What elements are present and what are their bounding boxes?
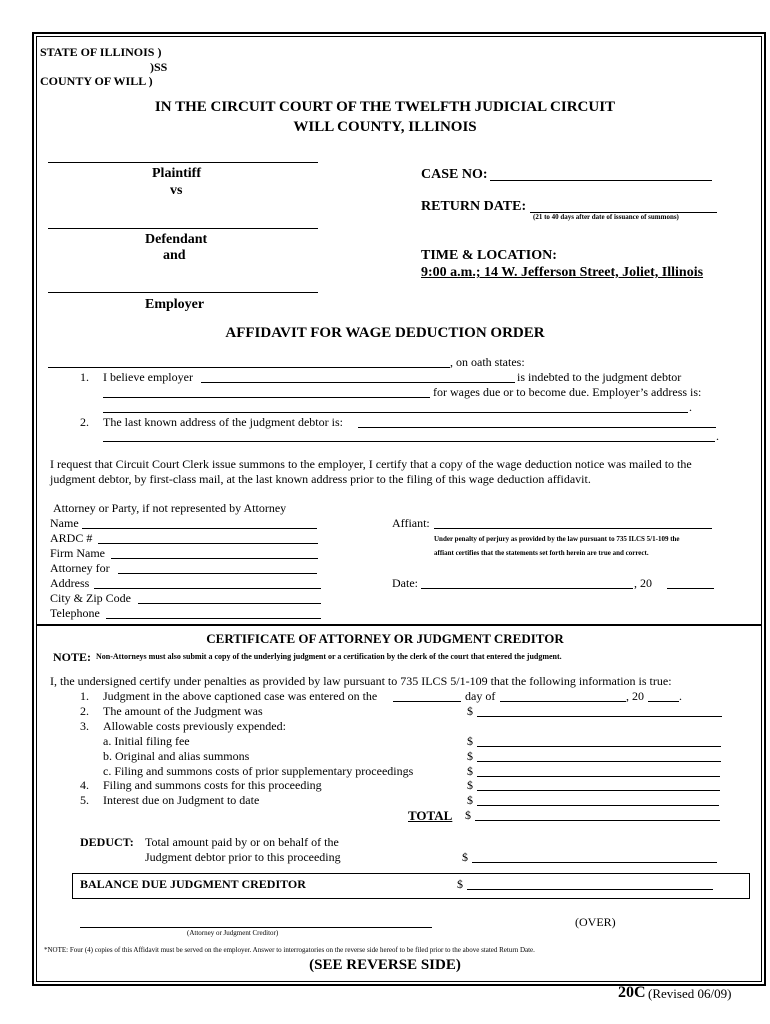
item2-text: The last known address of the judgment debtor is: — [103, 415, 343, 429]
ss-label: )SS — [150, 60, 168, 74]
date-field[interactable] — [421, 588, 633, 589]
judgment-amount-field[interactable] — [477, 716, 722, 717]
cert-item1-year: , 20 — [626, 689, 644, 703]
deduct-amount-field[interactable] — [472, 862, 717, 863]
perjury-line-1: Under penalty of perjury as provided by the law pursuant to 735 ILCS 5/1-109 the — [434, 535, 680, 543]
signer-caption: (Attorney or Judgment Creditor) — [187, 929, 279, 937]
affiant-label: Affiant: — [392, 516, 430, 530]
dollar-sign: $ — [467, 704, 473, 718]
footer-note: *NOTE: Four (4) copies of this Affidavit must be served on the employer. Answer to interrogatories on the reverse side hereof to be filed prior to the above stated Return Date. — [44, 946, 535, 954]
cert-item3a-text: a. Initial filing fee — [103, 734, 190, 748]
employer-address-field[interactable] — [103, 412, 688, 413]
dollar-sign: $ — [462, 850, 468, 864]
affiant-signature-field[interactable] — [434, 528, 712, 529]
year-field[interactable] — [667, 588, 714, 589]
note-text: Non-Attorneys must also submit a copy of the underlying judgment or a certification by the clerk of the court that entered the judgment. — [96, 652, 562, 661]
interest-field[interactable] — [477, 805, 719, 806]
plaintiff-line[interactable] — [48, 162, 318, 163]
attorney-heading: Attorney or Party, if not represented by Attorney — [53, 501, 287, 515]
cert-item1-number: 1. — [80, 689, 89, 703]
item2-period: . — [716, 429, 719, 443]
court-address: 9:00 a.m.; 14 W. Jefferson Street, Joliet, Illinois — [421, 265, 704, 280]
prior-costs-field[interactable] — [477, 776, 720, 777]
ardc-label: ARDC # — [50, 531, 93, 545]
court-title: IN THE CIRCUIT COURT OF THE TWELFTH JUDICIAL CIRCUIT — [154, 99, 616, 115]
cert-item5-text: Interest due on Judgment to date — [103, 793, 260, 807]
signature-field[interactable] — [80, 927, 432, 928]
dollar-sign: $ — [467, 734, 473, 748]
item1-wages: for wages due or to become due. Employer’s address is: — [433, 385, 702, 399]
certificate-intro: I, the undersigned certify under penalties as provided by law pursuant to 735 ILCS 5/1-109 that the following information is true: — [50, 674, 672, 688]
dollar-sign: $ — [467, 764, 473, 778]
cert-item5-number: 5. — [80, 793, 89, 807]
total-label: TOTAL — [408, 808, 453, 823]
dollar-sign: $ — [467, 778, 473, 792]
cert-item3-number: 3. — [80, 719, 89, 733]
court-county: WILL COUNTY, ILLINOIS — [293, 119, 477, 135]
year-label: , 20 — [634, 576, 652, 590]
dollar-sign: $ — [465, 808, 471, 822]
return-date-note: (21 to 40 days after date of issuance of summons) — [533, 213, 679, 221]
item2-number: 2. — [80, 415, 89, 429]
certificate-title: CERTIFICATE OF ATTORNEY OR JUDGMENT CREDITOR — [206, 631, 564, 646]
item1-indebted: is indebted to the judgment debtor — [517, 370, 682, 384]
cert-item3-text: Allowable costs previously expended: — [103, 719, 286, 733]
case-no-label: CASE NO: — [421, 167, 488, 182]
attorney-name-label: Name — [50, 516, 79, 530]
date-label: Date: — [392, 576, 418, 590]
dollar-sign: $ — [467, 749, 473, 763]
attorney-name-field[interactable] — [82, 528, 317, 529]
employer-label: Employer — [145, 297, 205, 312]
city-zip-label: City & Zip Code — [50, 591, 131, 605]
cert-item4-number: 4. — [80, 778, 89, 792]
cert-item2-number: 2. — [80, 704, 89, 718]
initial-filing-fee-field[interactable] — [477, 746, 721, 747]
see-reverse: (SEE REVERSE SIDE) — [309, 957, 461, 973]
state-label: STATE OF ILLINOIS ) — [40, 45, 162, 59]
employer-line[interactable] — [48, 292, 318, 293]
note-label: NOTE: — [53, 650, 92, 664]
time-location-label: TIME & LOCATION: — [421, 248, 557, 263]
cert-item1-text: Judgment in the above captioned case was entered on the — [103, 689, 378, 703]
debtor-address-field-2[interactable] — [103, 441, 715, 442]
cert-item3c-text: c. Filing and summons costs of prior supplementary proceedings — [103, 764, 414, 778]
and-label: and — [163, 248, 186, 263]
total-field[interactable] — [475, 820, 720, 821]
balance-field[interactable] — [467, 889, 713, 890]
cert-item4-text: Filing and summons costs for this proceeding — [103, 778, 322, 792]
form-id: 20C — [618, 984, 646, 1001]
deduct-line-1: Total amount paid by or on behalf of the — [145, 835, 339, 849]
deduct-line-2: Judgment debtor prior to this proceeding — [145, 850, 341, 864]
section-divider — [36, 624, 762, 626]
oath-text: , on oath states: — [450, 355, 525, 369]
employer-field-2[interactable] — [103, 397, 430, 398]
cert-item1-period: . — [679, 689, 682, 703]
defendant-label: Defendant — [145, 232, 208, 247]
cert-item2-text: The amount of the Judgment was — [103, 704, 263, 718]
item1-number: 1. — [80, 370, 89, 384]
filing-costs-field[interactable] — [477, 790, 720, 791]
return-date-label: RETURN DATE: — [421, 199, 527, 214]
ardc-field[interactable] — [98, 543, 318, 544]
request-line-1: I request that Circuit Court Clerk issue summons to the employer, I certify that a copy of the wage deduction notice was mailed to the — [50, 457, 692, 471]
judgment-date-field[interactable] — [393, 701, 461, 702]
address-label: Address — [50, 576, 90, 590]
firm-name-field[interactable] — [111, 558, 318, 559]
defendant-line[interactable] — [48, 228, 318, 229]
debtor-address-field[interactable] — [358, 427, 716, 428]
address-field[interactable] — [94, 588, 321, 589]
balance-label: BALANCE DUE JUDGMENT CREDITOR — [80, 877, 306, 891]
item1-text: I believe employer — [103, 370, 193, 384]
employer-name-field[interactable] — [201, 382, 515, 383]
county-label: COUNTY OF WILL ) — [40, 74, 153, 88]
vs-label: vs — [170, 183, 183, 198]
city-zip-field[interactable] — [138, 603, 321, 604]
deduct-label: DEDUCT: — [80, 835, 134, 849]
affiant-name-field[interactable] — [48, 367, 450, 368]
alias-summons-field[interactable] — [477, 761, 721, 762]
plaintiff-label: Plaintiff — [152, 166, 201, 181]
over-label: (OVER) — [575, 915, 616, 929]
telephone-label: Telephone — [50, 606, 100, 620]
case-no-field[interactable] — [490, 180, 712, 181]
attorney-for-field[interactable] — [118, 573, 317, 574]
request-line-2: judgment debtor, by first-class mail, at the last known address prior to the filing of this wage deduction affidavit. — [50, 472, 591, 486]
judgment-month-field[interactable] — [500, 701, 626, 702]
firm-name-label: Firm Name — [50, 546, 105, 560]
judgment-year-field[interactable] — [648, 701, 679, 702]
item1-period: . — [689, 400, 692, 414]
dollar-sign: $ — [457, 877, 463, 891]
affidavit-title: AFFIDAVIT FOR WAGE DEDUCTION ORDER — [225, 325, 545, 341]
attorney-for-label: Attorney for — [50, 561, 110, 575]
dollar-sign: $ — [467, 793, 473, 807]
perjury-line-2: affiant certifies that the statements set forth herein are true and correct. — [434, 549, 649, 557]
cert-item3b-text: b. Original and alias summons — [103, 749, 250, 763]
revised-date: (Revised 06/09) — [648, 986, 732, 1001]
telephone-field[interactable] — [106, 618, 321, 619]
cert-item1-day: day of — [465, 689, 496, 703]
